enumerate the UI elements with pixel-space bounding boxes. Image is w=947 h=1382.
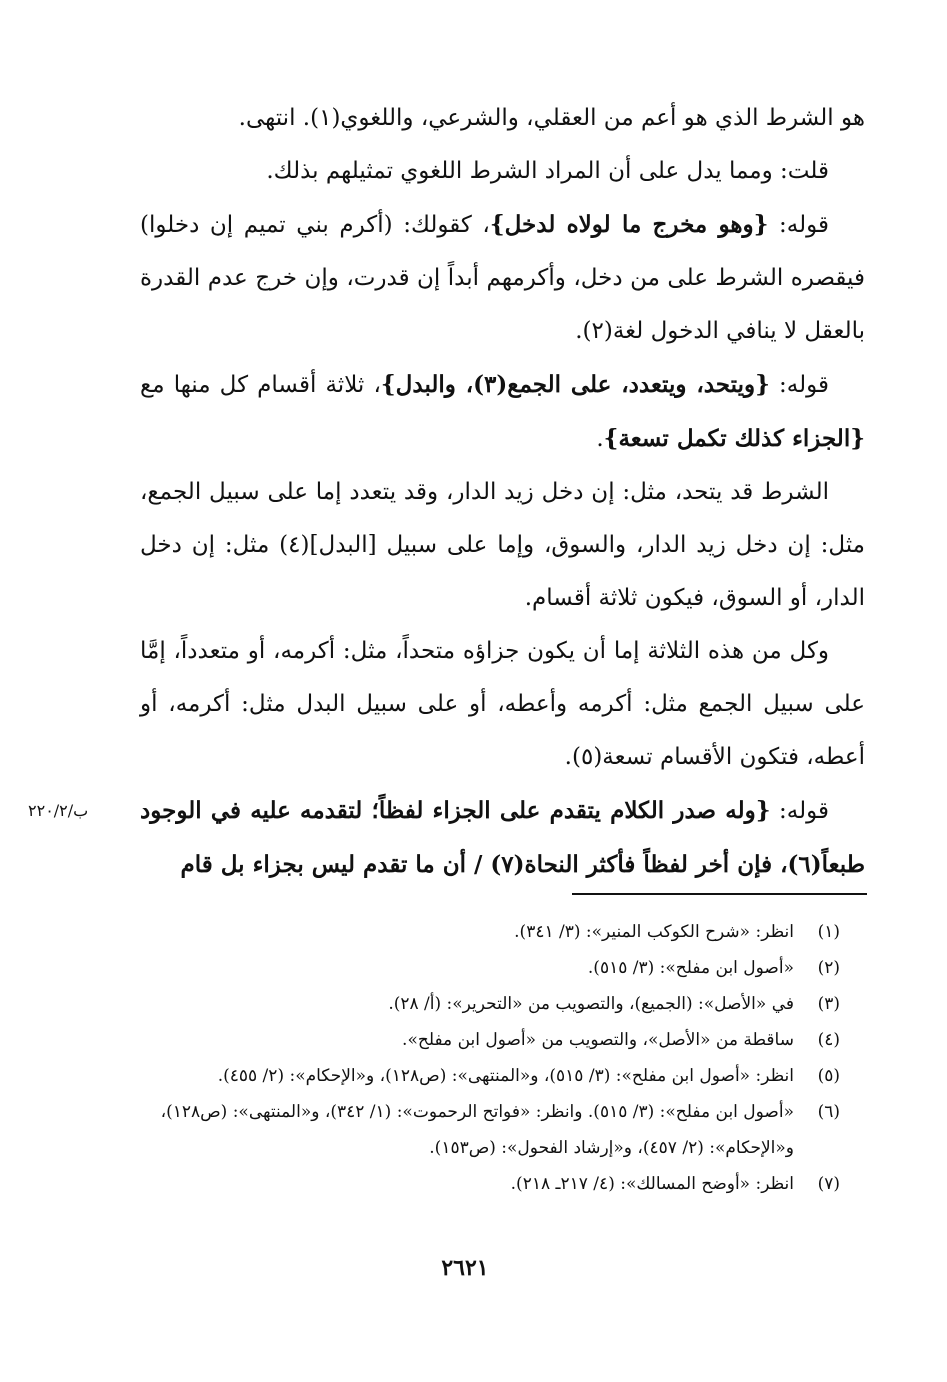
paragraph-text: هو الشرط الذي هو أعم من العقلي، والشرعي، واللغوي(١). انتهى. [238, 105, 865, 131]
quoted-matn: {وهو مخرج ما لولاه لدخل} [489, 211, 769, 238]
footnote-item [140, 1058, 840, 1094]
paragraph-5 [140, 466, 865, 625]
quoted-matn: {وله صدر الكلام يتقدم على الجزاء لفظاً؛ لتقدمه عليه في الوجود طبعاً(٦)، فإن أخر لفظاً فأكثر النحاة(٧) / أن ما تقدم ليس بجزاء بل قام [140, 797, 865, 878]
main-text-body [140, 92, 865, 892]
footnote-number: (٣) [817, 994, 840, 1014]
footnote-text: انظر: «شرح الكوكب المنير»: (٣/ ٣٤١). [514, 922, 794, 942]
paragraph-text: الشرط قد يتحد، مثل: إن دخل زيد الدار، وقد يتعدد إما على سبيل الجمع، مثل: إن دخل زيد الدار، والسوق، وإما على سبيل [البدل](٤) مثل: إن دخل الدار، أو السوق، فيكون ثلاثة أقسام. [140, 479, 866, 611]
footnote-number: (٦) [817, 1102, 840, 1122]
page-number: ٢٦٢١ [441, 1255, 489, 1281]
quoted-matn: {ويتحد، ويتعدد، على الجمع(٣)، والبدل} [380, 371, 770, 398]
paragraph-text: قوله: [769, 372, 829, 398]
paragraph-text: . [596, 426, 604, 452]
footnote-item [140, 1166, 840, 1202]
footnote-item [140, 1094, 840, 1166]
paragraph-text: ، كقولك: (أكرم بني تميم إن دخلوا) فيقصره الشرط على من دخل، وأكرمهم أبداً إن قدرت، وإن خرج عدم القدرة بالعقل لا ينافي الدخول لغة(٢). [140, 212, 865, 344]
paragraph-1 [140, 92, 865, 145]
footnote-text: «أصول ابن مفلح»: (٣/ ٥١٥). وانظر: «فواتح الرحموت»: (١/ ٣٤٢)، و«المنتهى»: (ص١٢٨)، و«الإحكام»: (٢/ ٤٥٧)، و«إرشاد الفحول»: (ص١٥٣). [160, 1102, 794, 1158]
paragraph-text: وكل من هذه الثلاثة إما أن يكون جزاؤه متحداً، مثل: أكرمه، أو متعدداً، إمَّا على سبيل الجمع مثل: أكرمه وأعطه، أو على سبيل البدل مثل: أكرمه، أو أعطه، فتكون الأقسام تسعة(٥). [140, 638, 865, 770]
paragraph-4 [140, 358, 865, 466]
footnote-text: انظر: «أوضح المسالك»: (٤/ ٢١٧ـ ٢١٨). [510, 1174, 794, 1194]
footnote-item [140, 986, 840, 1022]
footnote-number: (٧) [817, 1174, 840, 1194]
footnote-text: في «الأصل»: (الجميع)، والتصويب من «التحرير»: (أ/ ٢٨). [388, 994, 794, 1014]
footnote-number: (١) [817, 922, 840, 942]
paragraph-2 [140, 145, 865, 198]
footnote-text: ساقطة من «الأصل»، والتصويب من «أصول ابن مفلح». [402, 1030, 794, 1050]
footnote-item [140, 950, 840, 986]
footnote-item [140, 1022, 840, 1058]
footnote-text: «أصول ابن مفلح»: (٣/ ٥١٥). [587, 958, 794, 978]
footnote-text: انظر: «أصول ابن مفلح»: (٣/ ٥١٥)، و«المنتهى»: (ص١٢٨)، و«الإحكام»: (٢/ ٤٥٥). [217, 1066, 794, 1086]
paragraph-7 [140, 784, 865, 892]
footnote-divider [572, 893, 867, 895]
paragraph-text: قوله: [770, 798, 829, 824]
footnote-number: (٢) [817, 958, 840, 978]
footnote-item [140, 914, 840, 950]
paragraph-3 [140, 198, 865, 358]
paragraph-6 [140, 625, 865, 784]
paragraph-text: قلت: ومما يدل على أن المراد الشرط اللغوي تمثيلهم بذلك. [266, 158, 829, 184]
manuscript-folio-marker: ب/٢٢٠/٢ [28, 801, 89, 820]
paragraph-text: قوله: [768, 212, 829, 238]
paragraph-text: ، ثلاثة أقسام كل منها مع [140, 372, 381, 398]
footnotes-section [140, 914, 840, 1202]
quoted-matn: {الجزاء كذلك تكمل تسعة} [603, 425, 865, 452]
footnote-number: (٥) [817, 1066, 840, 1086]
footnote-number: (٤) [817, 1030, 840, 1050]
